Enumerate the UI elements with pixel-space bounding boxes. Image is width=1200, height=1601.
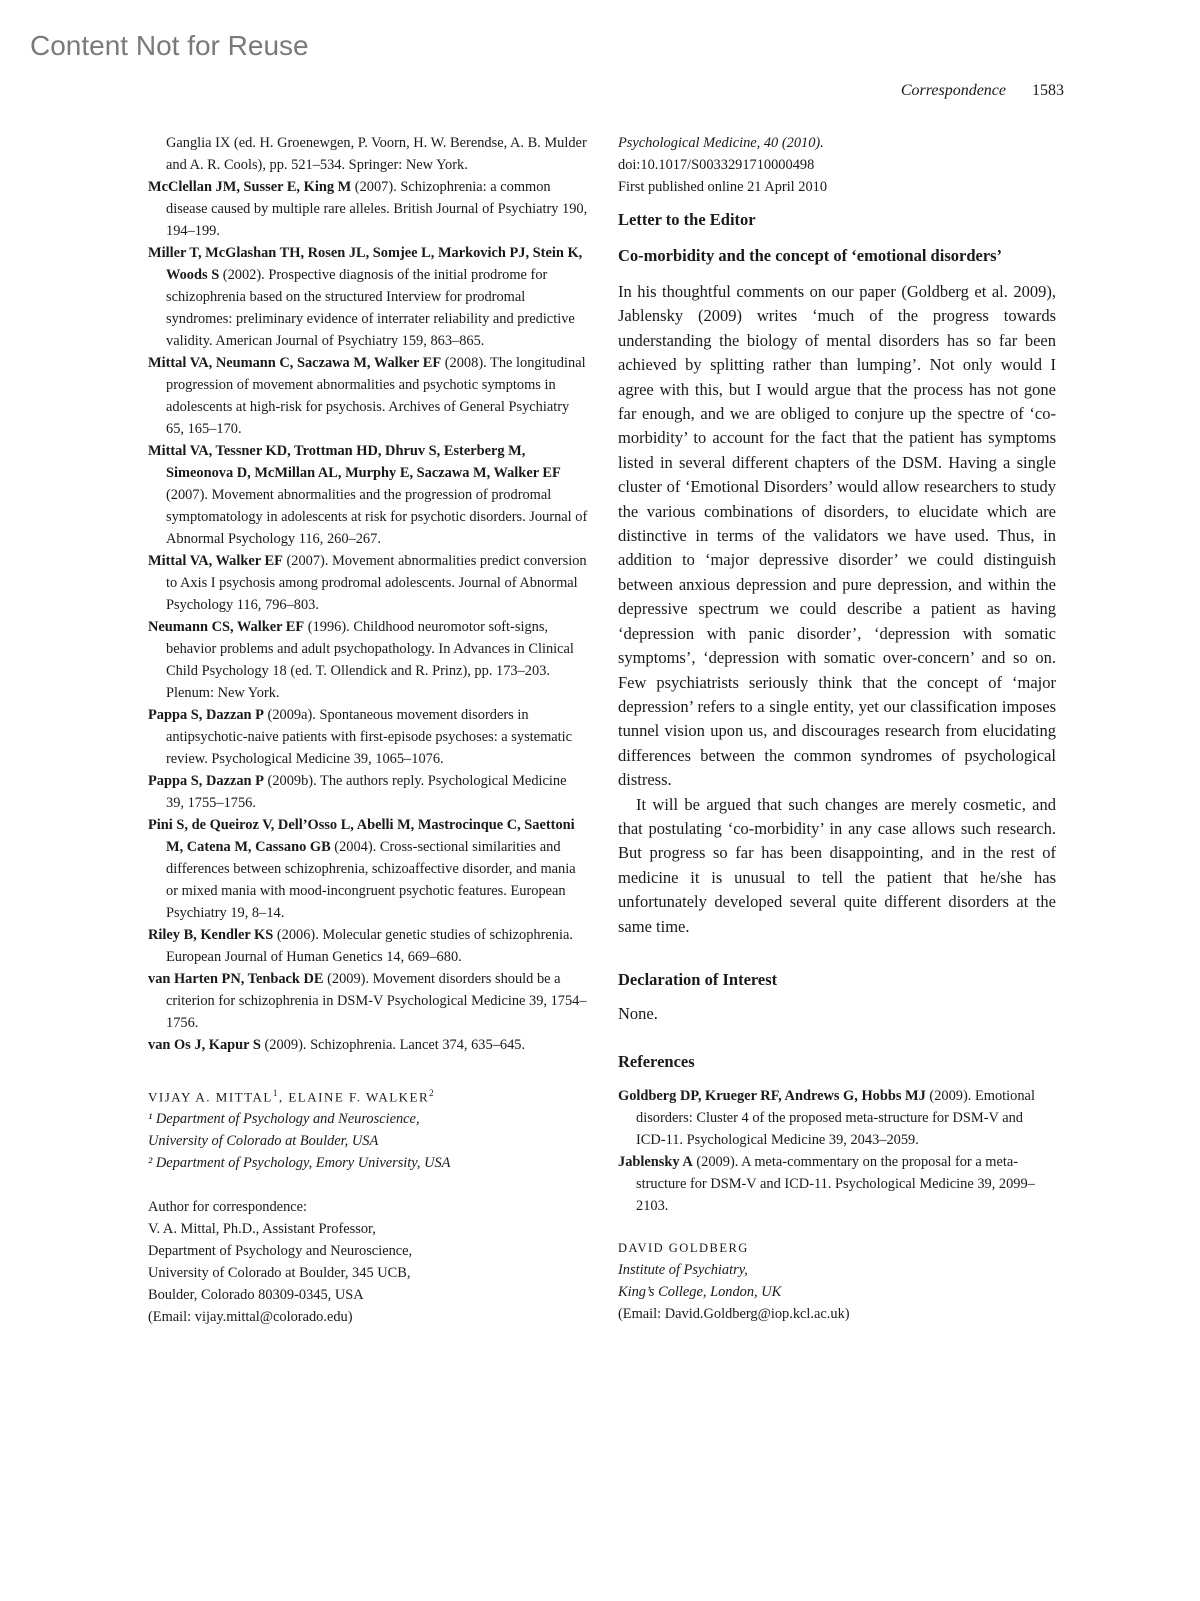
affiliation: ¹ Department of Psychology and Neuroscience, (148, 1111, 420, 1128)
reference-text: Ganglia IX (ed. H. Groenewgen, P. Voorn, H. W. Berendse, A. B. Mulder and A. R. Cools), pp. 521–534. Springer: New York. (166, 135, 587, 173)
reference-entry (148, 352, 588, 440)
reference-year: (2009). (692, 1153, 739, 1170)
reference-authors: Mittal VA, Tessner KD, Trottman HD, Dhruv S, Esterberg M, Simeonova D, McMillan AL, Murphy E, Saczawa M, Walker EF (148, 443, 561, 481)
journal-citation: Psychological Medicine, 40 (2010). (618, 135, 824, 151)
reference-authors: Pappa S, Dazzan P (148, 773, 264, 789)
reference-authors: Pini S, de Queiroz V, Dell’Osso L, Abelli M, Mastrocinque C, Saettoni M, Catena M, Cassano GB (148, 817, 575, 855)
author-name: ELAINE F. WALKER (288, 1089, 430, 1105)
affiliation: ² Department of Psychology, Emory University, USA (148, 1155, 451, 1172)
reference-year: (2009b). (263, 773, 317, 789)
reference-entry (148, 968, 588, 1034)
correspondence-email: (Email: vijay.mittal@colorado.edu) (148, 1309, 353, 1326)
signature-affiliation: Institute of Psychiatry, (618, 1261, 748, 1278)
reference-entry (148, 550, 588, 616)
body-paragraph: It will be argued that such changes are merely cosmetic, and that postulating ‘co-morbidity’ in any case allows such research. But progress so far has been disappointing, and in the rest of medicine it is unusual to tell the patient that he/she has unfortunately developed several quite different disorders at the same time. (618, 794, 1056, 936)
doi: doi:10.1017/S0033291710000498 (618, 157, 815, 173)
reference-entry (148, 440, 588, 550)
reference-text: Movement disorders should be a criterion for schizophrenia in DSM-V Psychological Medicine 39, 1754–1756. (166, 971, 587, 1031)
reference-entry (148, 924, 588, 968)
affiliation: University of Colorado at Boulder, USA (148, 1133, 379, 1150)
page-number: 1583 (1032, 82, 1064, 99)
reference-text: The authors reply. Psychological Medicine 39, 1755–1756. (166, 773, 567, 811)
declaration-text: None. (618, 1003, 658, 1023)
letter-title: Co-morbidity and the concept of ‘emotional disorders’ (618, 246, 1003, 265)
reference-authors: van Harten PN, Tenback DE (148, 971, 324, 987)
reference-entry (148, 1034, 588, 1056)
left-column (148, 132, 588, 1328)
reference-authors: Goldberg DP, Krueger RF, Andrews G, Hobbs MJ (618, 1087, 926, 1104)
reference-authors: Miller T, McGlashan TH, Rosen JL, Somjee L, Markovich PJ, Stein K, Woods S (148, 245, 583, 283)
reference-year: (2007). (282, 553, 329, 569)
watermark: Content Not for Reuse (30, 30, 309, 61)
reference-entry (148, 242, 588, 352)
reference-authors: Riley B, Kendler KS (148, 927, 274, 943)
reference-text: Prospective diagnosis of the initial prodrome for schizophrenia based on the structured Interview for prodromal syndromes: preliminary evidence of interrater reliability and predictive validity. American Journal of Psychiatry 159, 863–865. (166, 267, 575, 349)
signature-email: (Email: David.Goldberg@iop.kcl.ac.uk) (618, 1305, 850, 1322)
correspondence-line: University of Colorado at Boulder, 345 UCB, (148, 1265, 411, 1282)
reference-authors: Jablensky A (618, 1153, 693, 1170)
reference-entry (618, 1085, 1056, 1151)
reference-entry (148, 704, 588, 770)
reference-year: (2007). (351, 179, 397, 195)
running-head (901, 82, 1064, 100)
author-separator: , (278, 1089, 289, 1105)
correspondence-line: Author for correspondence: (148, 1199, 308, 1216)
declaration-heading: Declaration of Interest (618, 969, 778, 989)
body-paragraph: In his thoughtful comments on our paper (Goldberg et al. 2009), Jablensky (2009) writes ‘much of the progress towards understanding the biology of mental disorders has so far been achieved by splitting rather than lumping’. Not only would I agree with this, but I would argue that the process has not gone far enough, and we are obliged to conjure up the spectre of ‘co-morbidity’ to account for the fact that the patient has symptoms listed in several different chapters of the DSM. Having a single cluster of ‘Emotional Disorders’ would allow researchers to study the various combinations of disorders, to elucidate which are distinctive in terms of the validators we have used. Thus, in addition to ‘major depressive disorder’ we could distinguish between anxious depression and pure depression, and within the depressive spectrum we could describe a patient as having ‘depression with panic disorder’, ‘depression with somatic symptoms’, ‘depression with somatic over-concern’ and so on. Few psychiatrists seriously think that the concept of ‘major depression’ refers to a single entity, yet our classification imposes tunnel vision upon us, and discourages research from elucidating differences between the common syndromes of psychological distress. (618, 282, 1056, 790)
reference-text: Spontaneous movement disorders in antipsychotic-naive patients with first-episode psychoses: a systematic review. Psychological Medicine 39, 1065–1076. (166, 707, 573, 767)
reference-entry (148, 132, 588, 176)
author-byline (148, 1082, 588, 1108)
author-superscript: 1 (272, 1088, 279, 1098)
reference-authors: van Os J, Kapur S (148, 1037, 261, 1053)
reference-authors: Mittal VA, Walker EF (148, 553, 283, 569)
author-name: VIJAY A. MITTAL (148, 1089, 273, 1105)
letter-heading: Letter to the Editor (618, 210, 756, 229)
reference-text: Movement abnormalities and the progression of prodromal symptomatology in adolescents at risk for psychotic disorders. Journal of Abnormal Psychology 116, 260–267. (166, 487, 588, 547)
correspondence-line: Department of Psychology and Neuroscience, (148, 1243, 413, 1260)
reference-text: A meta-commentary on the proposal for a meta-structure for DSM-V and ICD-11. Psychological Medicine 39, 2099–2103. (636, 1153, 1035, 1214)
reference-entry (148, 814, 588, 924)
reference-text: Schizophrenia. Lancet 374, 635–645. (306, 1037, 526, 1053)
references-heading: References (618, 1051, 695, 1071)
correspondence-line: Boulder, Colorado 80309-0345, USA (148, 1287, 364, 1304)
reference-year: (2008). (441, 355, 487, 371)
signature-affiliation: King’s College, London, UK (618, 1283, 782, 1300)
reference-year: (2006). (273, 927, 319, 943)
reference-year: (1996). (304, 619, 350, 635)
author-superscript: 2 (429, 1088, 436, 1098)
reference-text: Childhood neuromotor soft-signs, behavior problems and adult psychopathology. In Advances in Clinical Child Psychology 18 (ed. T. Ollendick and R. Prinz), pp. 173–203. Plenum: New York. (166, 619, 574, 701)
reference-text: Emotional disorders: Cluster 4 of the proposed meta-structure for DSM-V and ICD-11. Psychological Medicine 39, 2043–2059. (636, 1087, 1035, 1148)
reference-text: Schizophrenia: a common disease caused by multiple rare alleles. British Journal of Psychiatry 190, 194–199. (166, 179, 588, 239)
right-column (618, 132, 1056, 1325)
reference-year: (2009). (925, 1087, 972, 1104)
reference-authors: Pappa S, Dazzan P (148, 707, 264, 723)
reference-entry (148, 770, 588, 814)
reference-text: Molecular genetic studies of schizophrenia. European Journal of Human Genetics 14, 669–680. (166, 927, 573, 965)
signature-name: DAVID GOLDBERG (618, 1240, 749, 1255)
reference-authors: McClellan JM, Susser E, King M (148, 179, 352, 195)
reference-text: Movement abnormalities predict conversion to Axis I psychosis among prodromal adolescents. Journal of Abnormal Psychology 116, 796–803. (166, 553, 587, 613)
reference-year: (2007). (166, 487, 208, 503)
correspondence-block (148, 1196, 588, 1328)
reference-entry (148, 616, 588, 704)
reference-authors: Mittal VA, Neumann C, Saczawa M, Walker EF (148, 355, 442, 371)
publication-date: First published online 21 April 2010 (618, 179, 828, 195)
correspondence-line: V. A. Mittal, Ph.D., Assistant Professor, (148, 1221, 376, 1238)
reference-year: (2009). (323, 971, 370, 987)
reference-entry (148, 176, 588, 242)
reference-year: (2004). (330, 839, 377, 855)
article-meta (618, 132, 1056, 198)
reference-entry (618, 1151, 1056, 1217)
reference-year: (2002). (219, 267, 265, 283)
reference-authors: Neumann CS, Walker EF (148, 619, 305, 635)
reference-year: (2009). (260, 1037, 307, 1053)
reference-text: The longitudinal progression of movement abnormalities and psychotic symptoms in adolescents at high-risk for psychosis. Archives of General Psychiatry 65, 165–170. (166, 355, 586, 437)
reference-year: (2009a). (263, 707, 316, 723)
journal-section: Correspondence (900, 82, 1006, 99)
reference-text: Cross-sectional similarities and differences between schizophrenia, schizoaffective disorder, and mania or mixed mania with mood-incongruent psychotic features. European Psychiatry 19, 8–14. (166, 839, 576, 921)
